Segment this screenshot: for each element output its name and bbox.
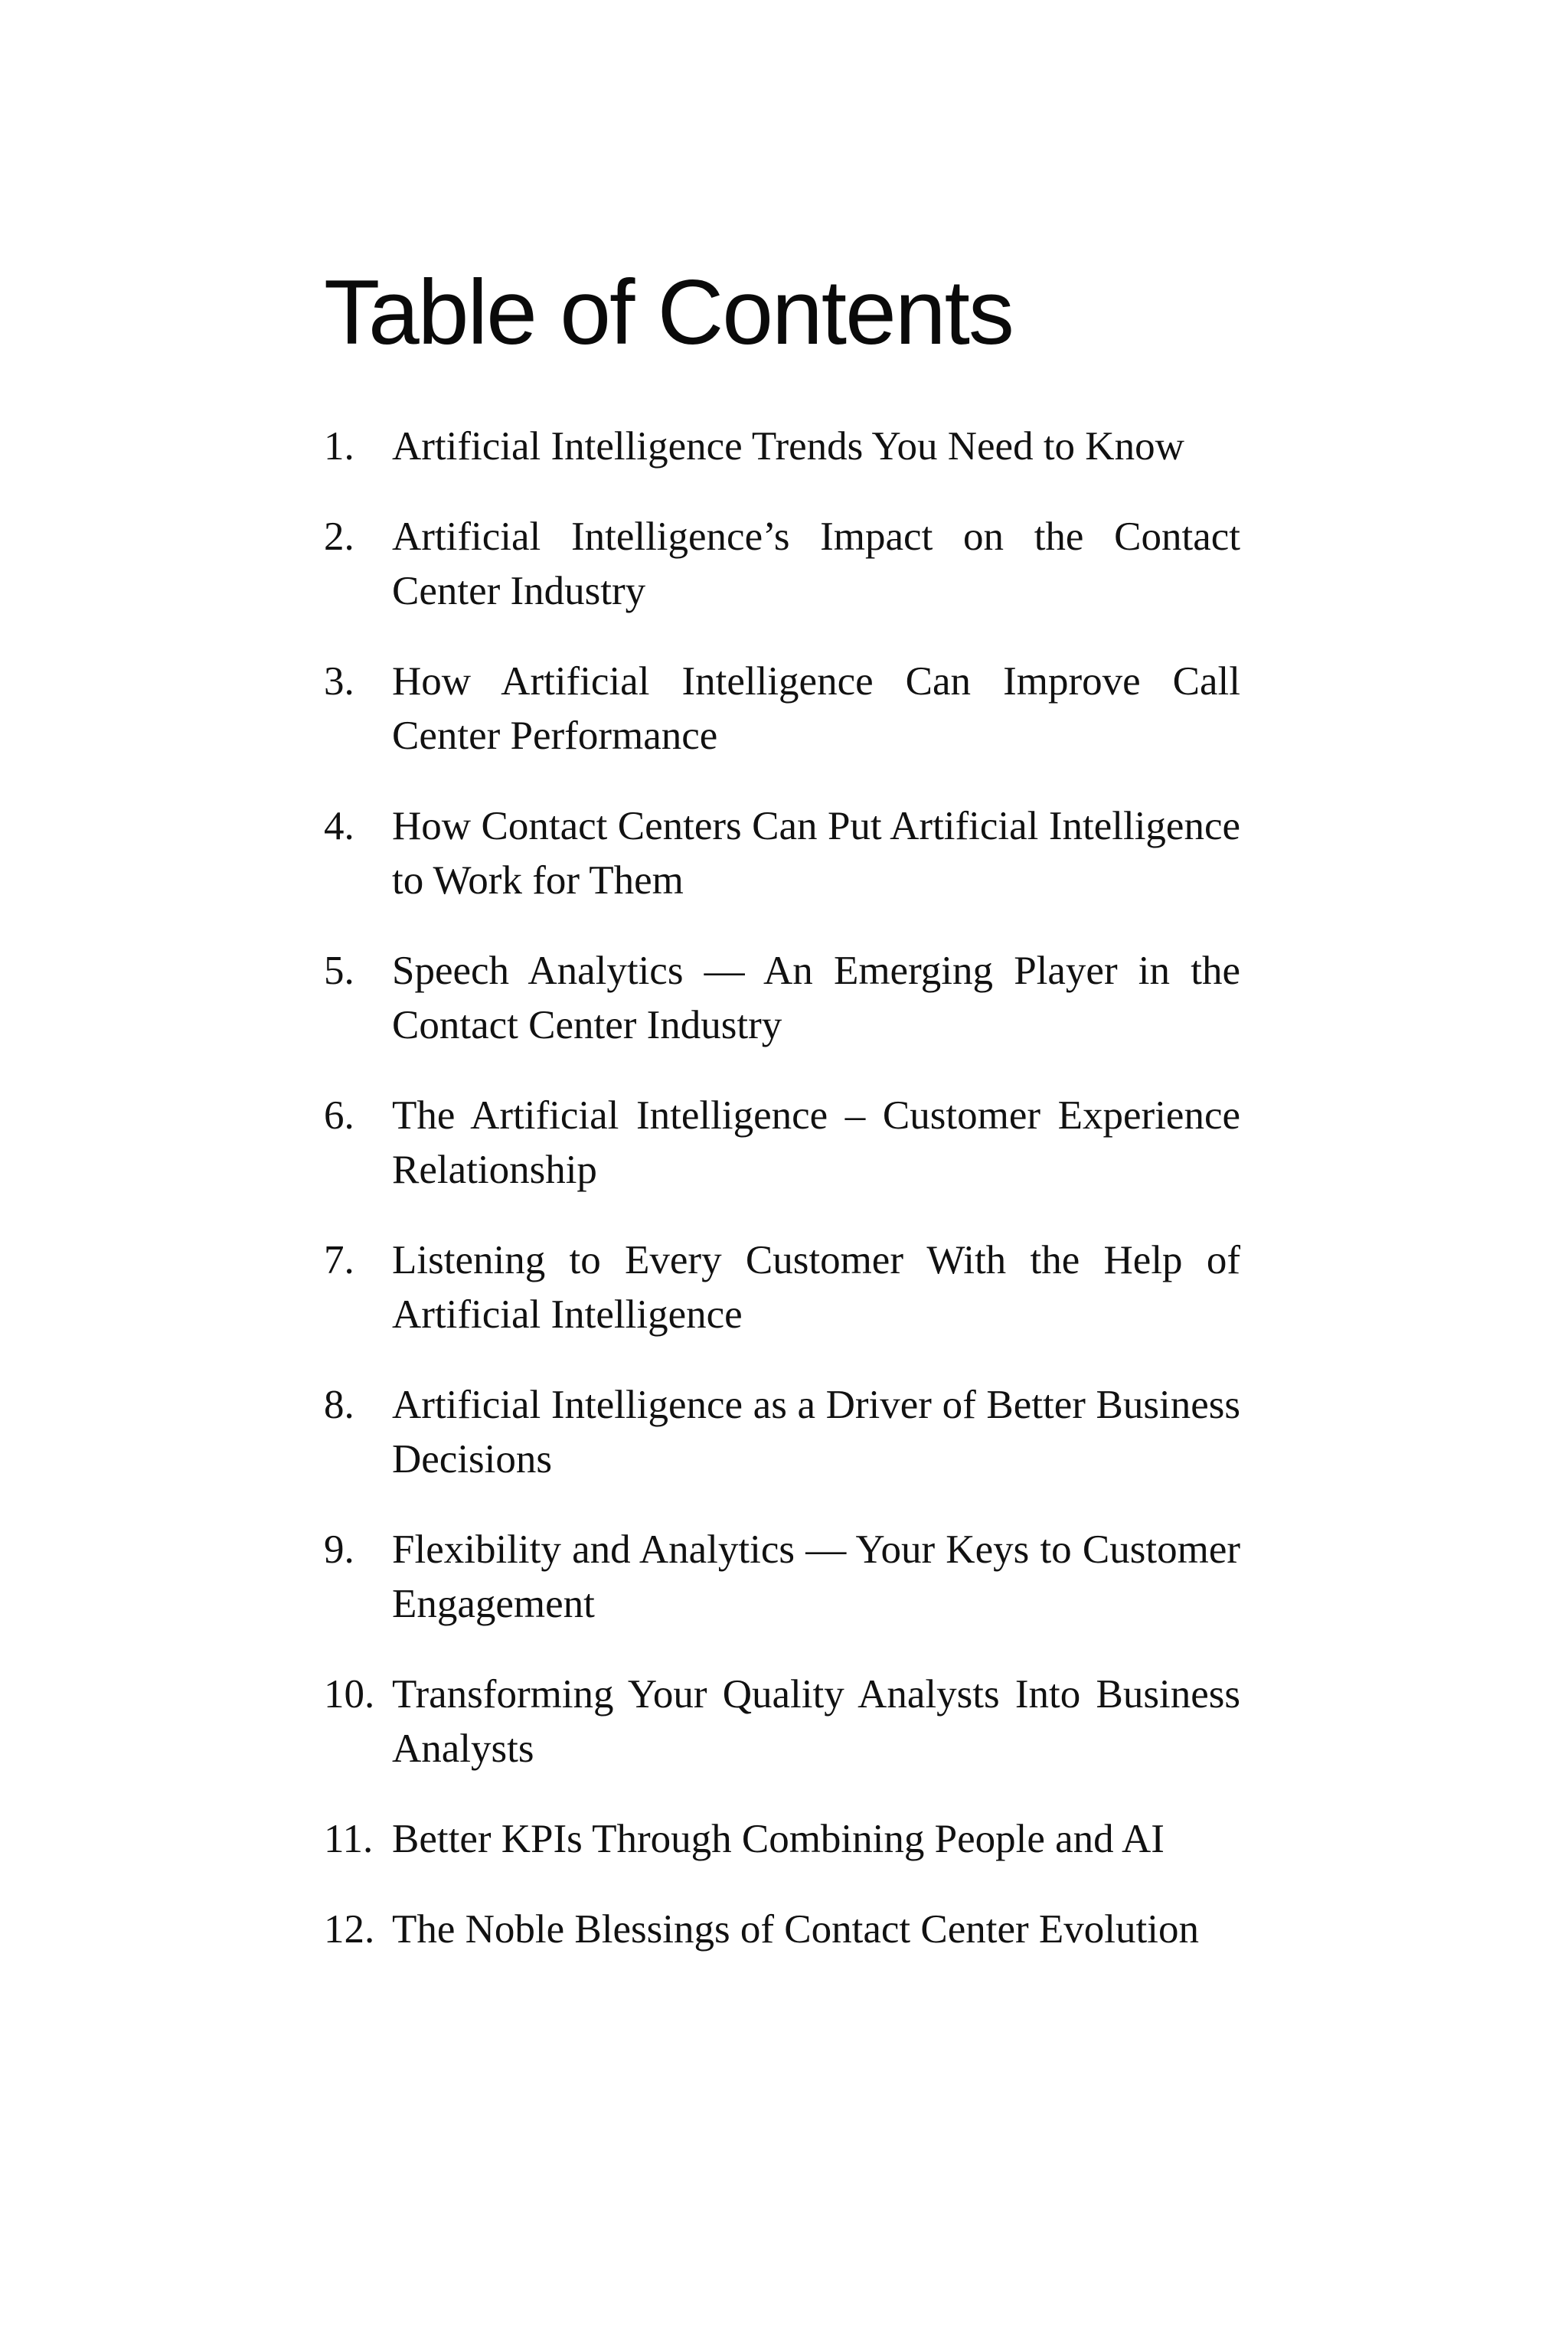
toc-entry-title: Transforming Your Quality Analysts Into Business Analysts	[392, 1672, 1240, 1771]
toc-entry-2	[324, 510, 1240, 619]
toc-entry-number: 11.	[324, 1817, 374, 1861]
toc-entry-6	[324, 1089, 1240, 1197]
toc-entry-number: 10.	[324, 1672, 375, 1717]
page-title: Table of Contents	[324, 261, 1013, 364]
toc-entry-number: 12.	[324, 1907, 375, 1952]
toc-entry-title: The Noble Blessings of Contact Center Evolution	[392, 1907, 1199, 1952]
toc-entry-3	[324, 655, 1240, 763]
toc-entry-number: 5.	[324, 949, 354, 993]
toc-entry-title: Artificial Intelligence Trends You Need to Know	[392, 424, 1184, 469]
toc-entry-number: 9.	[324, 1527, 354, 1572]
toc-entry-number: 7.	[324, 1238, 354, 1282]
toc-entry-number: 8.	[324, 1383, 354, 1427]
toc-entry-title: Artificial Intelligence’s Impact on the Contact Center Industry	[392, 514, 1240, 613]
toc-entry-5	[324, 944, 1240, 1053]
toc-entry-number: 4.	[324, 804, 354, 848]
toc-entry-4	[324, 799, 1240, 908]
toc-entry-12	[324, 1903, 1240, 1957]
toc-entry-number: 3.	[324, 659, 354, 704]
toc-entry-number: 2.	[324, 514, 354, 559]
table-of-contents-list	[324, 420, 1240, 1993]
toc-entry-title: How Contact Centers Can Put Artificial Intelligence to Work for Them	[392, 804, 1240, 903]
toc-entry-title: Speech Analytics — An Emerging Player in the Contact Center Industry	[392, 949, 1240, 1047]
toc-entry-title: Artificial Intelligence as a Driver of Better Business Decisions	[392, 1383, 1240, 1481]
toc-entry-8	[324, 1378, 1240, 1487]
toc-entry-title: Better KPIs Through Combining People and AI	[392, 1817, 1165, 1861]
toc-entry-title: Listening to Every Customer With the Help of Artificial Intelligence	[392, 1238, 1240, 1337]
toc-entry-title: Flexibility and Analytics — Your Keys to Customer Engagement	[392, 1527, 1240, 1626]
toc-entry-10	[324, 1668, 1240, 1776]
toc-entry-number: 6.	[324, 1093, 354, 1138]
toc-entry-7	[324, 1233, 1240, 1342]
toc-entry-1	[324, 420, 1240, 474]
toc-entry-11	[324, 1812, 1240, 1867]
toc-entry-title: The Artificial Intelligence – Customer Experience Relationship	[392, 1093, 1240, 1192]
toc-entry-title: How Artificial Intelligence Can Improve Call Center Performance	[392, 659, 1240, 758]
toc-entry-9	[324, 1523, 1240, 1632]
toc-entry-number: 1.	[324, 424, 354, 469]
